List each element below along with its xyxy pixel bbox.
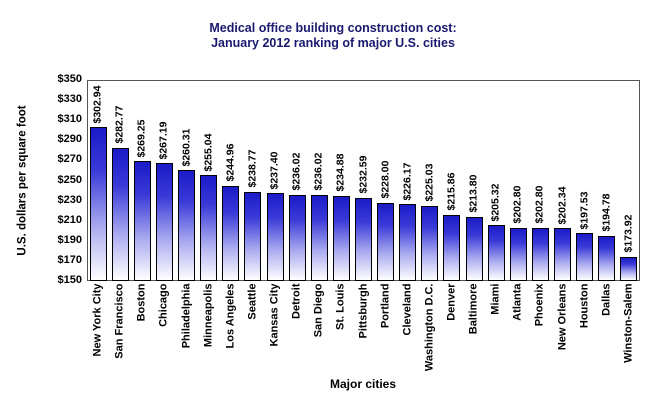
x-tick-label: New Orleans	[556, 283, 569, 351]
y-tick-label: $310	[57, 113, 82, 126]
x-tick-label: Baltimore	[467, 283, 480, 335]
x-tick-label: San Francisco	[113, 283, 126, 359]
x-tick-label: Chicago	[157, 283, 170, 327]
bar	[598, 236, 615, 281]
bar	[620, 257, 637, 281]
bar	[399, 204, 416, 281]
bar	[443, 215, 460, 281]
x-tick-label: Philadelphia	[180, 283, 193, 349]
bar	[576, 233, 593, 281]
bar-value-label: $234.88	[334, 153, 347, 192]
bar	[178, 170, 195, 281]
bar	[156, 163, 173, 281]
y-tick-label: $350	[57, 73, 82, 85]
x-tick-label: Miami	[489, 283, 502, 315]
x-tick-label: Detroit	[290, 283, 303, 319]
bar-value-label: $302.94	[91, 85, 104, 124]
chart-title-line1: Medical office building construction cost:	[209, 21, 457, 35]
bar	[112, 148, 129, 281]
x-tick-label: Washington D.C.	[423, 283, 436, 372]
y-tick-label: $250	[57, 173, 82, 186]
bar-value-label: $197.53	[578, 191, 591, 230]
bar-value-label: $228.00	[379, 160, 392, 199]
x-tick-label: Atlanta	[511, 283, 524, 321]
bar-value-label: $236.02	[312, 152, 325, 191]
bar-value-label: $226.17	[401, 162, 414, 201]
y-tick-label: $190	[57, 233, 82, 246]
bar-value-label: $236.02	[290, 152, 303, 191]
bar-value-label: $255.04	[202, 133, 215, 172]
x-tick-label: Houston	[578, 283, 591, 329]
bar-value-label: $202.80	[533, 185, 546, 224]
bar	[311, 195, 328, 281]
x-tick-label: Pittsburgh	[357, 283, 369, 339]
bar	[200, 175, 217, 281]
x-tick-label: San Diego	[312, 283, 325, 338]
bar-value-label: $244.96	[224, 143, 237, 182]
y-tick-label: $170	[57, 253, 82, 266]
x-tick-label: Dallas	[600, 283, 613, 316]
chart-title-line2: January 2012 ranking of major U.S. cities	[211, 36, 455, 50]
y-tick-label: $210	[57, 213, 82, 226]
bar	[222, 186, 239, 281]
y-axis-title: U.S. dollars per square foot	[16, 105, 29, 256]
bar-value-label: $225.03	[423, 163, 436, 202]
bar-value-label: $205.32	[489, 183, 502, 222]
bar-value-label: $260.31	[180, 128, 193, 167]
x-tick-label: Winston-Salem	[622, 283, 635, 363]
x-tick-label: Seattle	[246, 283, 259, 320]
bar-value-label: $194.78	[600, 194, 613, 232]
x-tick-label: Boston	[135, 283, 148, 322]
bar	[510, 228, 527, 281]
bar	[466, 217, 483, 281]
x-tick-label: Los Angeles	[224, 283, 237, 349]
bar	[289, 195, 306, 281]
x-tick-label: Cleveland	[401, 283, 414, 336]
x-tick-label: Kansas City	[268, 283, 281, 347]
y-tick-label: $150	[57, 274, 82, 286]
chart-title	[0, 21, 666, 51]
bar	[244, 192, 261, 281]
bar	[134, 161, 151, 281]
bar	[355, 198, 372, 281]
bar	[421, 206, 438, 281]
bar-value-label: $215.86	[445, 172, 458, 211]
y-tick-label: $290	[57, 133, 82, 146]
bar-value-label: $173.92	[622, 214, 635, 253]
bar	[267, 193, 284, 281]
x-axis-title: Major cities	[329, 377, 397, 391]
bar-value-label: $213.80	[467, 174, 480, 213]
bar	[488, 225, 505, 281]
bar-value-label: $238.77	[246, 149, 259, 188]
x-tick-label: Phoenix	[533, 283, 546, 327]
bar	[333, 196, 350, 281]
bar-value-label: $202.80	[511, 185, 524, 224]
bar-value-label: $267.19	[157, 121, 170, 160]
x-tick-label: Portland	[379, 283, 392, 329]
bar	[377, 203, 394, 281]
bar-value-label: $282.77	[113, 105, 126, 144]
bar-value-label: $232.59	[357, 156, 369, 194]
x-tick-label: Denver	[445, 283, 458, 321]
x-tick-label: Minneapolis	[202, 283, 215, 348]
bar	[554, 228, 571, 281]
bar	[90, 127, 107, 281]
x-tick-label: New York City	[91, 283, 104, 357]
y-tick-label: $230	[57, 193, 82, 206]
bar-value-label: $269.25	[135, 119, 148, 158]
bar-value-label: $202.34	[556, 186, 569, 225]
bar-value-label: $237.40	[268, 151, 281, 190]
y-tick-label: $270	[57, 153, 82, 166]
x-tick-label: St. Louis	[334, 283, 347, 330]
bar	[532, 228, 549, 281]
y-tick-label: $330	[57, 93, 82, 106]
